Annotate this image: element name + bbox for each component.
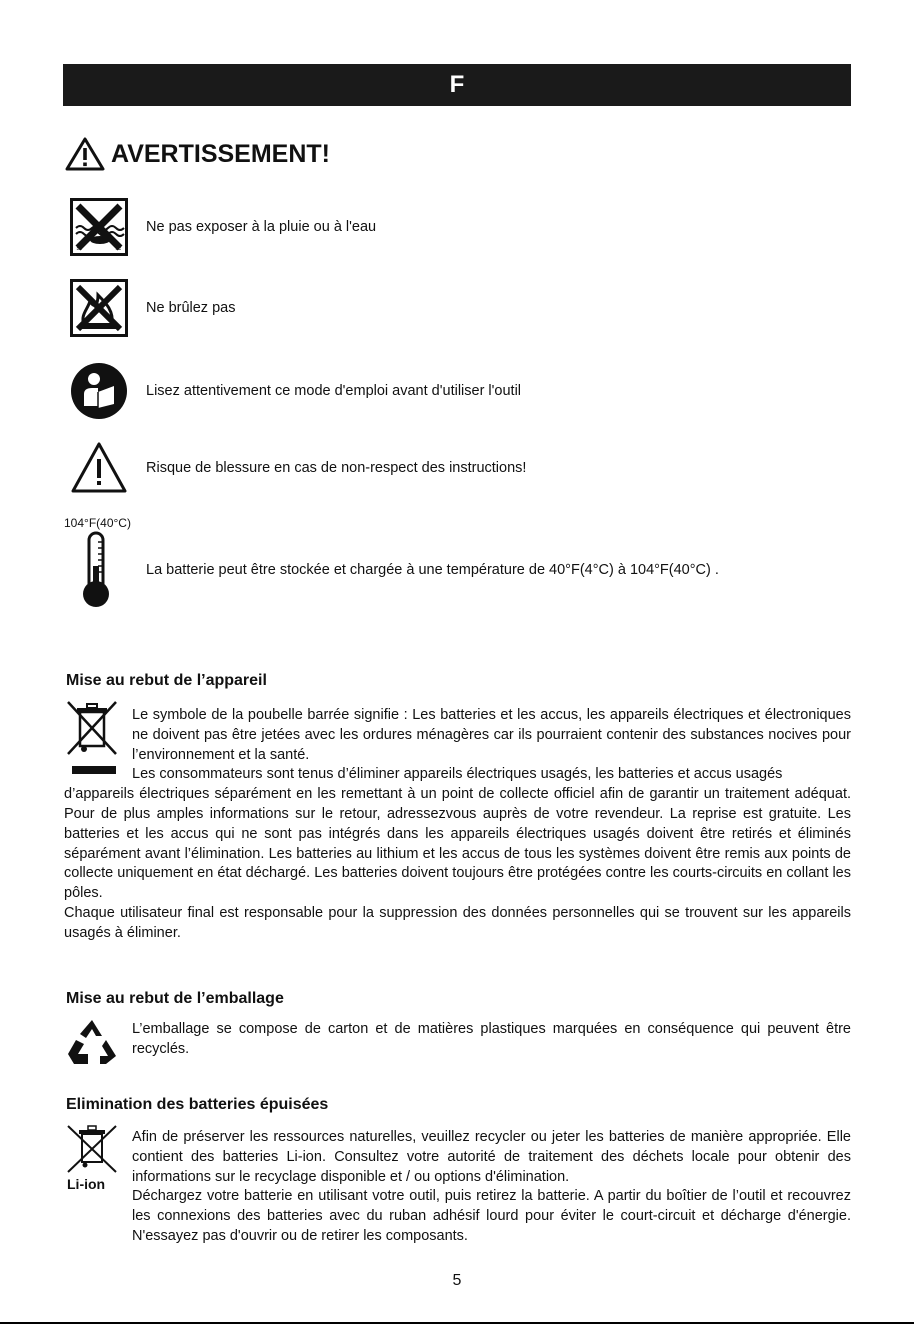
warning-item-text: Ne pas exposer à la pluie ou à l'eau bbox=[146, 219, 377, 235]
warning-item-text: Ne brûlez pas bbox=[146, 300, 236, 316]
warning-item-text: Risque de blessure en cas de non-respect des instructions! bbox=[146, 460, 527, 476]
svg-text:≈: ≈ bbox=[76, 244, 83, 253]
section-heading-device-disposal: Mise au rebut de l’appareil bbox=[66, 672, 267, 689]
warning-item-manual bbox=[70, 362, 522, 420]
warning-item-injury bbox=[70, 440, 527, 496]
language-header-band bbox=[63, 64, 851, 106]
device-disposal-intro: Le symbole de la poubelle barrée signifie : Les batteries et les accus, les appareils électriques et électroniques ne doivent pas être jetées avec les ordures ménagères car ils pourraient contenir des substances nocives pour l’environnement et la santé. bbox=[132, 707, 851, 763]
battery-disposal-p2: Déchargez votre batterie en utilisant votre outil, puis retirez la batterie. A partir du boîtier de l’outil et recouvrez les connexions des batteries avec du ruban adhésif lourd pour éviter le court-circuit et décharge d'énergie. N'essayez pas d'ouvrir ou de retirer les composants. bbox=[132, 1188, 851, 1244]
page-number: 5 bbox=[452, 1272, 462, 1289]
section-heading-packaging-disposal: Mise au rebut de l’emballage bbox=[66, 990, 284, 1007]
warning-item-text: La batterie peut être stockée et chargée à une température de 40°F(4°C) à 104°F(40°C) . bbox=[146, 562, 719, 578]
thermometer-icon bbox=[70, 530, 128, 610]
warning-item-burn bbox=[70, 279, 236, 337]
packaging-disposal-body: L’emballage se compose de carton et de matières plastiques marquées en conséquence qui peuvent être recyclés. bbox=[132, 1021, 851, 1057]
language-letter: F bbox=[449, 71, 465, 98]
warning-item-water bbox=[70, 198, 377, 256]
li-ion-label: Li-ion bbox=[67, 1176, 106, 1192]
packaging-disposal-text bbox=[64, 1020, 851, 1060]
no-water-icon bbox=[70, 198, 128, 256]
section-heading-battery-disposal: Elimination des batteries épuisées bbox=[66, 1096, 329, 1113]
temperature-label: 104°F(40°C) bbox=[64, 516, 131, 530]
warning-triangle-icon bbox=[65, 137, 105, 171]
battery-disposal-text bbox=[64, 1128, 851, 1247]
warning-title-text: AVERTISSEMENT! bbox=[111, 139, 330, 168]
device-disposal-p3: Chaque utilisateur final est responsable pour la suppression des données personnelles qui se trouvent sur les appareils usagés à éliminer. bbox=[64, 904, 851, 941]
no-burn-icon bbox=[70, 279, 128, 337]
warning-item-temperature bbox=[70, 530, 719, 610]
battery-disposal-p1: Afin de préserver les ressources naturelles, veuillez recycler ou jeter les batteries de manière appropriée. Elle contient des batteries Li-ion. Consultez votre autorité de traitement des déchets locale pour obtenir des informations sur le recyclage disponible et / ou options d'élimination. bbox=[132, 1129, 851, 1185]
warning-item-text: Lisez attentivement ce mode d'emploi avant d'utiliser l'outil bbox=[146, 383, 522, 399]
device-disposal-p2-start: Les consommateurs sont tenus d’éliminer appareils électriques usagés, les batteries et accus usagés bbox=[132, 766, 783, 783]
warning-title bbox=[65, 136, 330, 172]
device-disposal-p2-rest: d’appareils électriques séparément en les remettant à un point de collecte officiel afin de garantir un traitement adéquat. Pour de plus amples informations sur le retour, adressezvous auprès de votre revendeur. La reprise est gratuite. Les batteries et les accus qui ne sont pas intégrés dans les appareils électriques usagés doivent être retirés et éliminés séparément avant l’élimination. Les batteries au lithium et les accus de tous les systèmes doivent être remis aux points de collecte uniquement en état déchargé. Les batteries doivent toujours être protégées contre les courts-circuits en collant les pôles. bbox=[64, 786, 851, 902]
svg-text:≈: ≈ bbox=[115, 244, 122, 253]
warning-triangle-icon bbox=[70, 441, 128, 495]
device-disposal-text bbox=[64, 706, 851, 944]
read-manual-icon bbox=[70, 362, 128, 420]
